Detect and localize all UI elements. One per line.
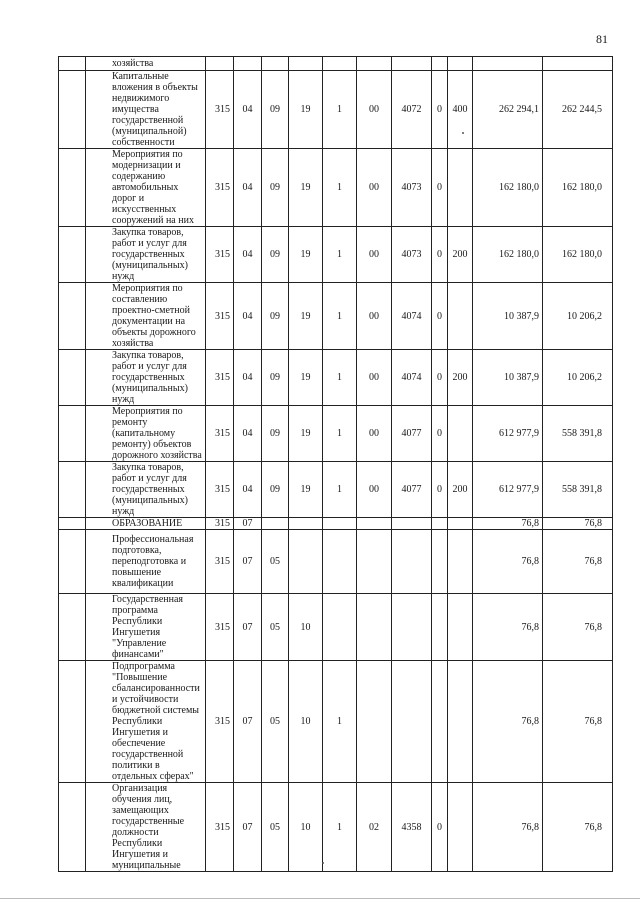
cell-main-event: 00 <box>357 462 392 518</box>
cell-rz: 07 <box>234 783 262 872</box>
table-row <box>59 518 613 530</box>
cell-subprogram: 1 <box>323 661 357 783</box>
cell-subprogram: 1 <box>323 783 357 872</box>
cell-direction <box>392 57 432 71</box>
cell-rz: 04 <box>234 149 262 227</box>
cell-program <box>289 518 323 530</box>
cell-name: хозяйства <box>86 57 206 71</box>
cell-subprogram: 1 <box>323 350 357 406</box>
cell-rz: 07 <box>234 661 262 783</box>
cell-sum-executed: 76,8 <box>543 530 613 594</box>
cell-expense-type: 200 <box>448 350 473 406</box>
cell-program: 19 <box>289 350 323 406</box>
cell-name: Закупка товаров, работ и услуг для государственных (муниципальных) нужд <box>86 462 206 518</box>
cell-program: 10 <box>289 661 323 783</box>
cell-sum-executed: 76,8 <box>543 783 613 872</box>
cell-name: Мероприятия по модернизации и содержанию автомобильных дорог и искусственных сооружений на них <box>86 149 206 227</box>
cell-rz: 04 <box>234 71 262 149</box>
cell-subprogram: 1 <box>323 283 357 350</box>
cell-grbs: 315 <box>206 406 234 462</box>
cell-blank <box>59 530 86 594</box>
cell-rz: 07 <box>234 518 262 530</box>
cell-grbs: 315 <box>206 227 234 283</box>
cell-program: 19 <box>289 283 323 350</box>
cell-sum-executed: 558 391,8 <box>543 406 613 462</box>
cell-pr: 05 <box>262 783 289 872</box>
scan-speck <box>322 862 324 864</box>
cell-program <box>289 57 323 71</box>
cell-name: Капитальные вложения в объекты недвижимого имущества государственной (муниципальной) собственности <box>86 71 206 149</box>
cell-program <box>289 530 323 594</box>
cell-name: Профессиональная подготовка, переподготовка и повышение квалификации <box>86 530 206 594</box>
cell-rz: 04 <box>234 350 262 406</box>
cell-direction: 4074 <box>392 350 432 406</box>
cell-pr: 09 <box>262 71 289 149</box>
cell-code-suffix: 0 <box>432 783 448 872</box>
cell-main-event: 00 <box>357 350 392 406</box>
cell-expense-type: 400 <box>448 71 473 149</box>
cell-code-suffix: 0 <box>432 149 448 227</box>
cell-main-event: 02 <box>357 783 392 872</box>
cell-expense-type <box>448 283 473 350</box>
cell-main-event: 00 <box>357 406 392 462</box>
cell-direction: 4077 <box>392 406 432 462</box>
cell-blank <box>59 149 86 227</box>
cell-grbs: 315 <box>206 518 234 530</box>
cell-name: Организация обучения лиц, замещающих государственные должности Республики Ингушетия и муниципальные <box>86 783 206 872</box>
cell-code-suffix: 0 <box>432 406 448 462</box>
cell-name: Государственная программа Республики Ингушетия "Управление финансами" <box>86 594 206 661</box>
cell-blank <box>59 518 86 530</box>
cell-name: ОБРАЗОВАНИЕ <box>86 518 206 530</box>
cell-expense-type <box>448 149 473 227</box>
table-row <box>59 71 613 149</box>
cell-sum-executed: 76,8 <box>543 594 613 661</box>
cell-rz: 07 <box>234 530 262 594</box>
cell-grbs: 315 <box>206 283 234 350</box>
cell-blank <box>59 462 86 518</box>
cell-name: Подпрограмма "Повышение сбалансированности и устойчивости бюджетной системы Республики Ингушетия и обеспечение государственной политики в отдельных сферах" <box>86 661 206 783</box>
cell-expense-type <box>448 594 473 661</box>
cell-grbs: 315 <box>206 350 234 406</box>
cell-name: Мероприятия по ремонту (капитальному ремонту) объектов дорожного хозяйства <box>86 406 206 462</box>
cell-code-suffix: 0 <box>432 350 448 406</box>
cell-main-event <box>357 530 392 594</box>
table-row <box>59 227 613 283</box>
cell-rz: 04 <box>234 406 262 462</box>
cell-pr <box>262 57 289 71</box>
cell-sum-executed: 162 180,0 <box>543 227 613 283</box>
cell-name: Мероприятия по составлению проектно-сметной документации на объекты дорожного хозяйства <box>86 283 206 350</box>
table-row <box>59 783 613 872</box>
cell-direction <box>392 594 432 661</box>
table-row <box>59 594 613 661</box>
cell-code-suffix <box>432 594 448 661</box>
cell-rz: 04 <box>234 227 262 283</box>
budget-table <box>58 56 613 872</box>
cell-pr: 09 <box>262 283 289 350</box>
cell-subprogram <box>323 57 357 71</box>
cell-code-suffix: 0 <box>432 227 448 283</box>
cell-expense-type <box>448 57 473 71</box>
cell-blank <box>59 406 86 462</box>
cell-main-event: 00 <box>357 283 392 350</box>
cell-pr: 09 <box>262 406 289 462</box>
cell-code-suffix <box>432 530 448 594</box>
cell-sum-executed: 76,8 <box>543 518 613 530</box>
cell-code-suffix <box>432 661 448 783</box>
cell-sum-executed: 76,8 <box>543 661 613 783</box>
cell-code-suffix <box>432 57 448 71</box>
cell-direction: 4073 <box>392 227 432 283</box>
cell-grbs <box>206 57 234 71</box>
scan-speck <box>462 132 464 134</box>
cell-blank <box>59 350 86 406</box>
cell-subprogram: 1 <box>323 149 357 227</box>
cell-program: 10 <box>289 783 323 872</box>
table-row <box>59 149 613 227</box>
cell-rz: 04 <box>234 462 262 518</box>
cell-sum-planned: 162 180,0 <box>473 227 543 283</box>
cell-subprogram <box>323 594 357 661</box>
cell-subprogram: 1 <box>323 462 357 518</box>
cell-grbs: 315 <box>206 661 234 783</box>
cell-blank <box>59 283 86 350</box>
cell-grbs: 315 <box>206 783 234 872</box>
cell-sum-planned: 612 977,9 <box>473 406 543 462</box>
cell-sum-planned: 76,8 <box>473 530 543 594</box>
cell-code-suffix <box>432 518 448 530</box>
cell-pr: 05 <box>262 530 289 594</box>
cell-sum-planned: 10 387,9 <box>473 283 543 350</box>
cell-sum-executed: 162 180,0 <box>543 149 613 227</box>
cell-program: 19 <box>289 462 323 518</box>
cell-subprogram: 1 <box>323 227 357 283</box>
cell-program: 19 <box>289 227 323 283</box>
cell-sum-executed: 262 244,5 <box>543 71 613 149</box>
cell-main-event <box>357 661 392 783</box>
cell-pr: 05 <box>262 594 289 661</box>
cell-code-suffix: 0 <box>432 71 448 149</box>
cell-subprogram <box>323 518 357 530</box>
cell-direction: 4074 <box>392 283 432 350</box>
cell-direction: 4072 <box>392 71 432 149</box>
cell-sum-executed: 10 206,2 <box>543 283 613 350</box>
cell-expense-type <box>448 406 473 462</box>
cell-rz: 07 <box>234 594 262 661</box>
table-row <box>59 406 613 462</box>
cell-pr: 09 <box>262 462 289 518</box>
cell-expense-type: 200 <box>448 462 473 518</box>
table-row <box>59 350 613 406</box>
cell-direction <box>392 518 432 530</box>
cell-name: Закупка товаров, работ и услуг для государственных (муниципальных) нужд <box>86 350 206 406</box>
footer-line <box>0 898 640 899</box>
cell-expense-type <box>448 783 473 872</box>
cell-sum-executed: 558 391,8 <box>543 462 613 518</box>
cell-main-event: 00 <box>357 149 392 227</box>
cell-sum-planned: 76,8 <box>473 518 543 530</box>
cell-rz <box>234 57 262 71</box>
cell-sum-planned: 612 977,9 <box>473 462 543 518</box>
cell-blank <box>59 71 86 149</box>
table-row <box>59 530 613 594</box>
cell-program: 10 <box>289 594 323 661</box>
cell-sum-planned: 76,8 <box>473 661 543 783</box>
cell-grbs: 315 <box>206 530 234 594</box>
cell-sum-planned <box>473 57 543 71</box>
cell-sum-planned: 76,8 <box>473 594 543 661</box>
cell-program: 19 <box>289 406 323 462</box>
cell-blank <box>59 594 86 661</box>
cell-direction: 4077 <box>392 462 432 518</box>
cell-main-event <box>357 518 392 530</box>
table-row <box>59 462 613 518</box>
cell-name: Закупка товаров, работ и услуг для государственных (муниципальных) нужд <box>86 227 206 283</box>
cell-blank <box>59 57 86 71</box>
cell-subprogram: 1 <box>323 71 357 149</box>
cell-main-event: 00 <box>357 227 392 283</box>
cell-main-event: 00 <box>357 71 392 149</box>
cell-grbs: 315 <box>206 149 234 227</box>
cell-direction: 4073 <box>392 149 432 227</box>
cell-main-event <box>357 57 392 71</box>
table-row <box>59 283 613 350</box>
cell-main-event <box>357 594 392 661</box>
table-row <box>59 661 613 783</box>
cell-pr: 09 <box>262 350 289 406</box>
cell-code-suffix: 0 <box>432 283 448 350</box>
cell-direction <box>392 661 432 783</box>
cell-pr: 05 <box>262 661 289 783</box>
cell-grbs: 315 <box>206 594 234 661</box>
cell-program: 19 <box>289 149 323 227</box>
cell-sum-planned: 162 180,0 <box>473 149 543 227</box>
cell-pr: 09 <box>262 227 289 283</box>
cell-blank <box>59 661 86 783</box>
cell-sum-planned: 76,8 <box>473 783 543 872</box>
cell-direction <box>392 530 432 594</box>
page-number: 81 <box>596 32 608 46</box>
cell-subprogram <box>323 530 357 594</box>
cell-blank <box>59 783 86 872</box>
cell-grbs: 315 <box>206 71 234 149</box>
cell-expense-type <box>448 530 473 594</box>
cell-code-suffix: 0 <box>432 462 448 518</box>
cell-expense-type <box>448 518 473 530</box>
cell-program: 19 <box>289 71 323 149</box>
cell-pr <box>262 518 289 530</box>
table-row <box>59 57 613 71</box>
cell-direction: 4358 <box>392 783 432 872</box>
cell-blank <box>59 227 86 283</box>
cell-rz: 04 <box>234 283 262 350</box>
cell-sum-executed <box>543 57 613 71</box>
cell-sum-planned: 262 294,1 <box>473 71 543 149</box>
cell-sum-planned: 10 387,9 <box>473 350 543 406</box>
cell-subprogram: 1 <box>323 406 357 462</box>
cell-expense-type <box>448 661 473 783</box>
table-body <box>59 57 613 872</box>
cell-pr: 09 <box>262 149 289 227</box>
cell-sum-executed: 10 206,2 <box>543 350 613 406</box>
cell-expense-type: 200 <box>448 227 473 283</box>
cell-grbs: 315 <box>206 462 234 518</box>
